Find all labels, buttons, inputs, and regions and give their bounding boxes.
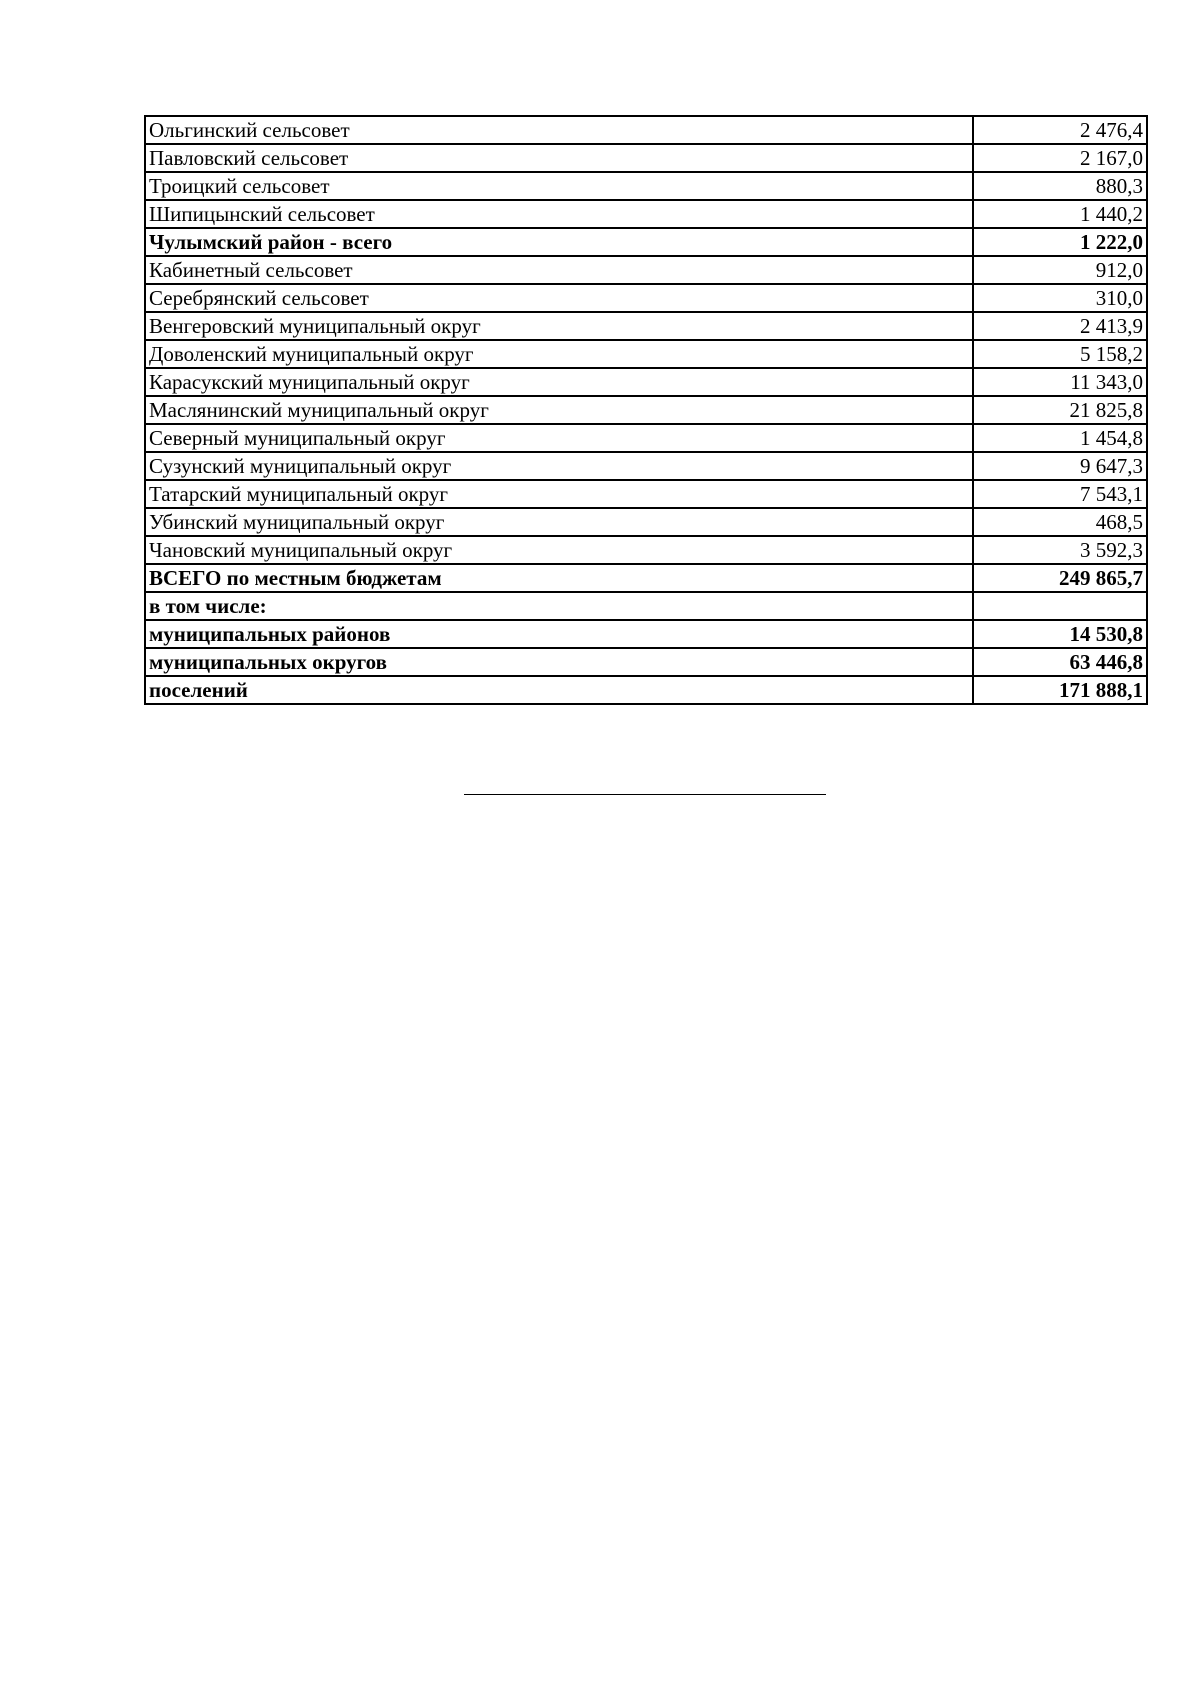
amount-cell: 880,3 — [973, 172, 1147, 200]
amount-cell: 310,0 — [973, 284, 1147, 312]
table-row — [145, 144, 1147, 172]
territory-name-cell: Серебрянский сельсовет — [145, 284, 973, 312]
amount-cell: 2 413,9 — [973, 312, 1147, 340]
territory-name-cell: Маслянинский муниципальный округ — [145, 396, 973, 424]
amount-cell: 21 825,8 — [973, 396, 1147, 424]
territory-name-cell: Троицкий сельсовет — [145, 172, 973, 200]
amount-cell: 912,0 — [973, 256, 1147, 284]
amount-cell: 9 647,3 — [973, 452, 1147, 480]
territory-name-cell: муниципальных районов — [145, 620, 973, 648]
amount-cell: 1 440,2 — [973, 200, 1147, 228]
amount-cell: 11 343,0 — [973, 368, 1147, 396]
table-row — [145, 480, 1147, 508]
budget-table — [144, 115, 1148, 705]
amount-cell — [973, 592, 1147, 620]
amount-cell: 3 592,3 — [973, 536, 1147, 564]
territory-name-cell: Чановский муниципальный округ — [145, 536, 973, 564]
territory-name-cell: Венгеровский муниципальный округ — [145, 312, 973, 340]
territory-name-cell: Доволенский муниципальный округ — [145, 340, 973, 368]
table-row — [145, 368, 1147, 396]
table-row — [145, 340, 1147, 368]
territory-name-cell: Северный муниципальный округ — [145, 424, 973, 452]
territory-name-cell: Сузунский муниципальный округ — [145, 452, 973, 480]
amount-cell: 1 454,8 — [973, 424, 1147, 452]
budget-table-body — [145, 116, 1147, 704]
amount-cell: 1 222,0 — [973, 228, 1147, 256]
amount-cell: 468,5 — [973, 508, 1147, 536]
amount-cell: 14 530,8 — [973, 620, 1147, 648]
territory-name-cell: Карасукский муниципальный округ — [145, 368, 973, 396]
amount-cell: 2 167,0 — [973, 144, 1147, 172]
territory-name-cell: Павловский сельсовет — [145, 144, 973, 172]
table-row — [145, 396, 1147, 424]
territory-name-cell: Ольгинский сельсовет — [145, 116, 973, 144]
table-row — [145, 648, 1147, 676]
amount-cell: 2 476,4 — [973, 116, 1147, 144]
end-of-document-rule — [464, 794, 826, 795]
territory-name-cell: муниципальных округов — [145, 648, 973, 676]
territory-name-cell: Убинский муниципальный округ — [145, 508, 973, 536]
amount-cell: 7 543,1 — [973, 480, 1147, 508]
amount-cell: 63 446,8 — [973, 648, 1147, 676]
amount-cell: 249 865,7 — [973, 564, 1147, 592]
table-row — [145, 592, 1147, 620]
table-row — [145, 536, 1147, 564]
table-row — [145, 228, 1147, 256]
table-row — [145, 284, 1147, 312]
table-row — [145, 312, 1147, 340]
table-row — [145, 676, 1147, 704]
table-row — [145, 452, 1147, 480]
territory-name-cell: поселений — [145, 676, 973, 704]
table-row — [145, 256, 1147, 284]
territory-name-cell: ВСЕГО по местным бюджетам — [145, 564, 973, 592]
table-row — [145, 508, 1147, 536]
table-row — [145, 116, 1147, 144]
table-row — [145, 200, 1147, 228]
table-row — [145, 564, 1147, 592]
territory-name-cell: Кабинетный сельсовет — [145, 256, 973, 284]
table-row — [145, 172, 1147, 200]
territory-name-cell: в том числе: — [145, 592, 973, 620]
territory-name-cell: Шипицынский сельсовет — [145, 200, 973, 228]
table-row — [145, 424, 1147, 452]
amount-cell: 171 888,1 — [973, 676, 1147, 704]
amount-cell: 5 158,2 — [973, 340, 1147, 368]
territory-name-cell: Чулымский район - всего — [145, 228, 973, 256]
table-row — [145, 620, 1147, 648]
territory-name-cell: Татарский муниципальный округ — [145, 480, 973, 508]
